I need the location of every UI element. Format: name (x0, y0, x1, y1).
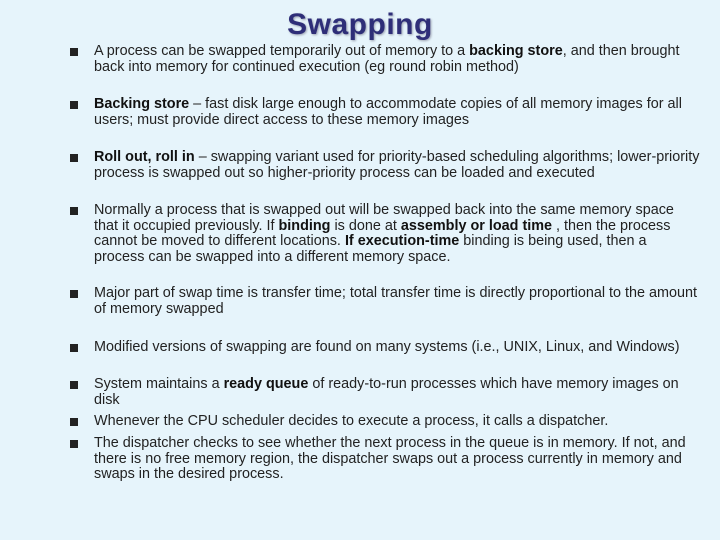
text-run: Modified versions of swapping are found on many systems (i.e., UNIX, Linux, and Windows) (94, 339, 680, 355)
slide-title: Swapping (287, 8, 433, 41)
bullet-item (70, 203, 700, 265)
text-run: – swapping variant used for priority-based scheduling algorithms; lower-priority process is swapped out so higher-priority process can be loaded and executed (94, 149, 700, 181)
bullet-item (70, 150, 700, 181)
bullet-text (94, 203, 700, 265)
bullet-item (70, 286, 700, 317)
text-run: Normally a process that is swapped out will be swapped back into the same memory space that it occupied previously. If (94, 202, 674, 234)
bullet-square-icon (70, 154, 78, 162)
bold-term: If execution-time (344, 233, 460, 249)
text-run: A process can be swapped temporarily out of memory to a (94, 43, 470, 59)
bullet-text (94, 44, 700, 75)
bold-term: ready queue (223, 376, 309, 392)
bold-term: assembly or load time (400, 217, 553, 234)
text-run: The dispatcher checks to see whether the next process in the queue is in memory. If not, and there is no free memory region, the dispatcher swaps out a process currently in memory and swaps in the desired process. (94, 435, 686, 482)
text-run: , and then brought back into memory for continued execution (eg round robin method) (94, 43, 680, 75)
bullet-square-icon (70, 381, 78, 389)
bullet-item (70, 436, 700, 483)
text-run: of ready-to-run processes which have memory images on disk (94, 376, 679, 408)
text-run: Whenever the CPU scheduler decides to execute a process, it calls a dispatcher. (94, 413, 609, 429)
bullet-text (94, 414, 700, 430)
bullet-text (94, 286, 700, 317)
bullet-square-icon (70, 344, 78, 352)
bullet-text (94, 97, 700, 128)
bold-term: binding (278, 217, 331, 234)
bullet-item (70, 44, 700, 75)
bullet-square-icon (70, 207, 78, 215)
bullet-text (94, 150, 700, 181)
text-run: , then the process cannot be moved to different locations. (94, 217, 671, 249)
bullet-square-icon (70, 101, 78, 109)
bullet-text (94, 377, 700, 408)
text-run: is done at (330, 217, 401, 234)
bullet-square-icon (70, 290, 78, 298)
bullet-item (70, 414, 700, 430)
text-run: binding is being used, then a process can be swapped into a different memory space. (94, 233, 647, 265)
bold-term: backing store (469, 43, 563, 59)
text-run: Major part of swap time is transfer time; total transfer time is directly proportional to the amount of memory swapped (94, 285, 698, 317)
bullet-item (70, 340, 700, 356)
bullet-item (70, 97, 700, 128)
bullet-item (70, 377, 700, 408)
bullet-square-icon (70, 48, 78, 56)
bullet-square-icon (70, 440, 78, 448)
bullet-square-icon (70, 418, 78, 426)
bold-term: Roll out, roll in (94, 149, 195, 165)
bullet-text (94, 340, 700, 356)
bullet-text (94, 436, 700, 483)
text-run: – fast disk large enough to accommodate copies of all memory images for all users; must provide direct access to these memory images (94, 96, 682, 128)
bold-term: Backing store (94, 96, 190, 112)
text-run: System maintains a (94, 376, 224, 392)
